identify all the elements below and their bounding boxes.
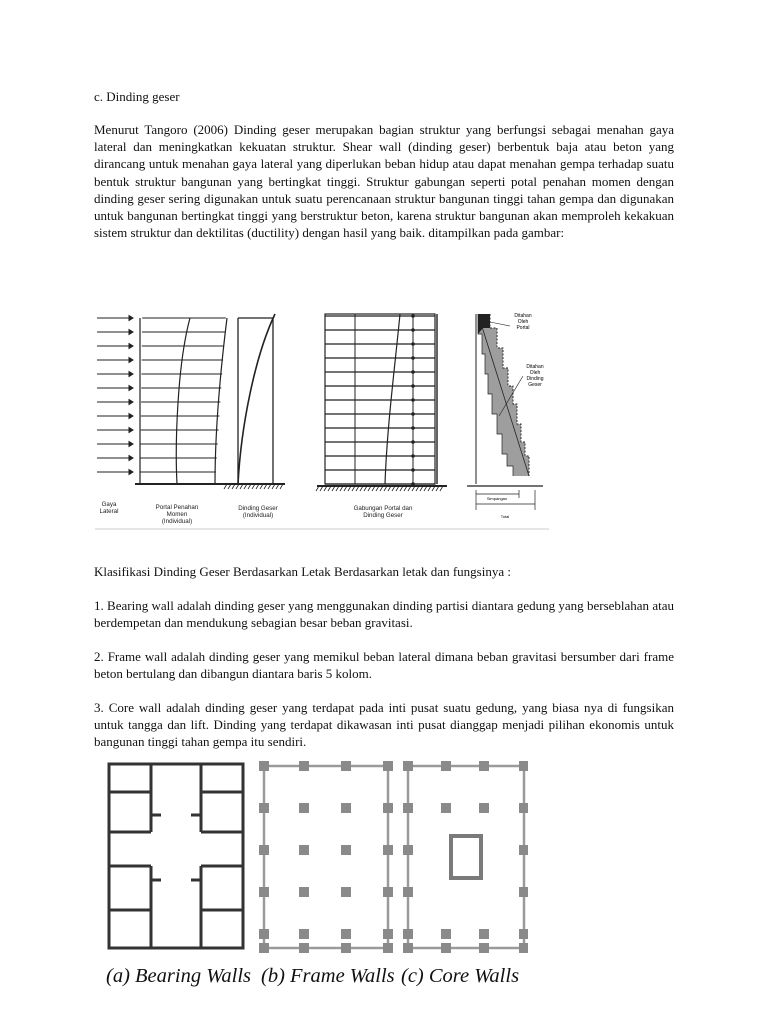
label-gaya: Gaya bbox=[101, 501, 117, 508]
label-dinding-2: (Individual) bbox=[242, 512, 274, 519]
core-walls-plan bbox=[403, 761, 528, 953]
label-ditahan-dinding-4: Geser bbox=[528, 382, 542, 388]
combined-frame-wall-diagram bbox=[316, 314, 447, 491]
label-ditahan-portal-1: Ditahan bbox=[514, 313, 532, 319]
wall-types-figure bbox=[106, 760, 528, 990]
label-total: Total bbox=[500, 514, 510, 519]
caption-frame-walls: (b) Frame Walls bbox=[261, 965, 395, 987]
shear-wall-individual-diagram bbox=[224, 314, 285, 489]
caption-bearing-walls: (a) Bearing Walls bbox=[106, 965, 252, 987]
moment-frame-diagram bbox=[135, 318, 227, 484]
label-portal-3: (Individual) bbox=[161, 518, 193, 525]
label-ditahan-dinding-2: Oleh bbox=[529, 370, 541, 376]
label-dinding-1: Dinding Geser bbox=[238, 505, 278, 512]
classification-intro: Klasifikasi Dinding Geser Berdasarkan Letak Berdasarkan letak dan fungsinya : bbox=[94, 564, 511, 579]
label-portal-1: Portal Penahan bbox=[155, 504, 199, 511]
label-ditahan-portal-2: Oleh bbox=[517, 319, 529, 325]
frame-walls-plan bbox=[259, 761, 393, 953]
lateral-load-arrows bbox=[97, 316, 133, 475]
list-item: 3. Core wall adalah dinding geser yang terdapat pada inti pusat suatu gedung, yang biasa nya di fungsikan untuk tangga dan lift. Dinding yang terdapat dikawasan inti pusat dianggap menjadi pilihan ekonomis untuk bangunan tinggi tahan gempa itu sendiri. bbox=[94, 700, 674, 750]
label-ditahan-portal-3: Portal bbox=[516, 325, 530, 331]
caption-core-walls: (c) Core Walls bbox=[401, 965, 520, 987]
label-ditahan-dinding-1: Ditahan bbox=[526, 364, 544, 370]
label-portal-2: Momen bbox=[166, 511, 188, 518]
label-ditahan-dinding-3: Dinding bbox=[526, 376, 544, 382]
bearing-walls-plan bbox=[109, 764, 243, 948]
list-item: 2. Frame wall adalah dinding geser yang memikul beban lateral dimana beban gravitasi bersumber dari frame beton bertulang dan dibangun diantara baris 5 kolom. bbox=[94, 649, 674, 682]
shear-wall-behaviour-figure bbox=[95, 306, 549, 532]
list-item: 1. Bearing wall adalah dinding geser yang menggunakan dinding partisi diantara gedung yang berseblahan atau berdempetan dan mendukung sebagian besar beban gravitasi. bbox=[94, 598, 674, 631]
label-gabungan-2: Dinding Geser bbox=[363, 512, 403, 519]
label-gabungan-1: Gabungan Portal dan bbox=[353, 505, 413, 512]
shear-distribution-diagram bbox=[467, 313, 544, 519]
label-simpangan: Simpangan bbox=[486, 496, 508, 501]
section-heading: c. Dinding geser bbox=[94, 89, 180, 104]
intro-paragraph: Menurut Tangoro (2006) Dinding geser merupakan bagian struktur yang berfungsi sebagai menahan gaya lateral dan meningkatkan kekuatan struktur. Shear wall (dinding geser) berbentuk baja atau beton yang dirancang untuk menahan gaya lateral yang diperlukan beban hidup atau dapat menahan gempa terhadap suatu bentuk struktur bangunan yang bertingkat tinggi. Struktur gabungan seperti potal penahan momen dengan dinding geser sering digunakan untuk suatu perencanaan struktur bangunan tinggi tahan gempa dan digunakan untuk bangunan bertingkat tinggi yang berstruktur beton, karena struktur bangunan akan memproleh kekakuan sistem struktur dan dektilitas (ductility) dengan hasil yang baik. ditampilkan pada gambar: bbox=[94, 122, 674, 241]
label-lateral: Lateral bbox=[99, 508, 119, 515]
